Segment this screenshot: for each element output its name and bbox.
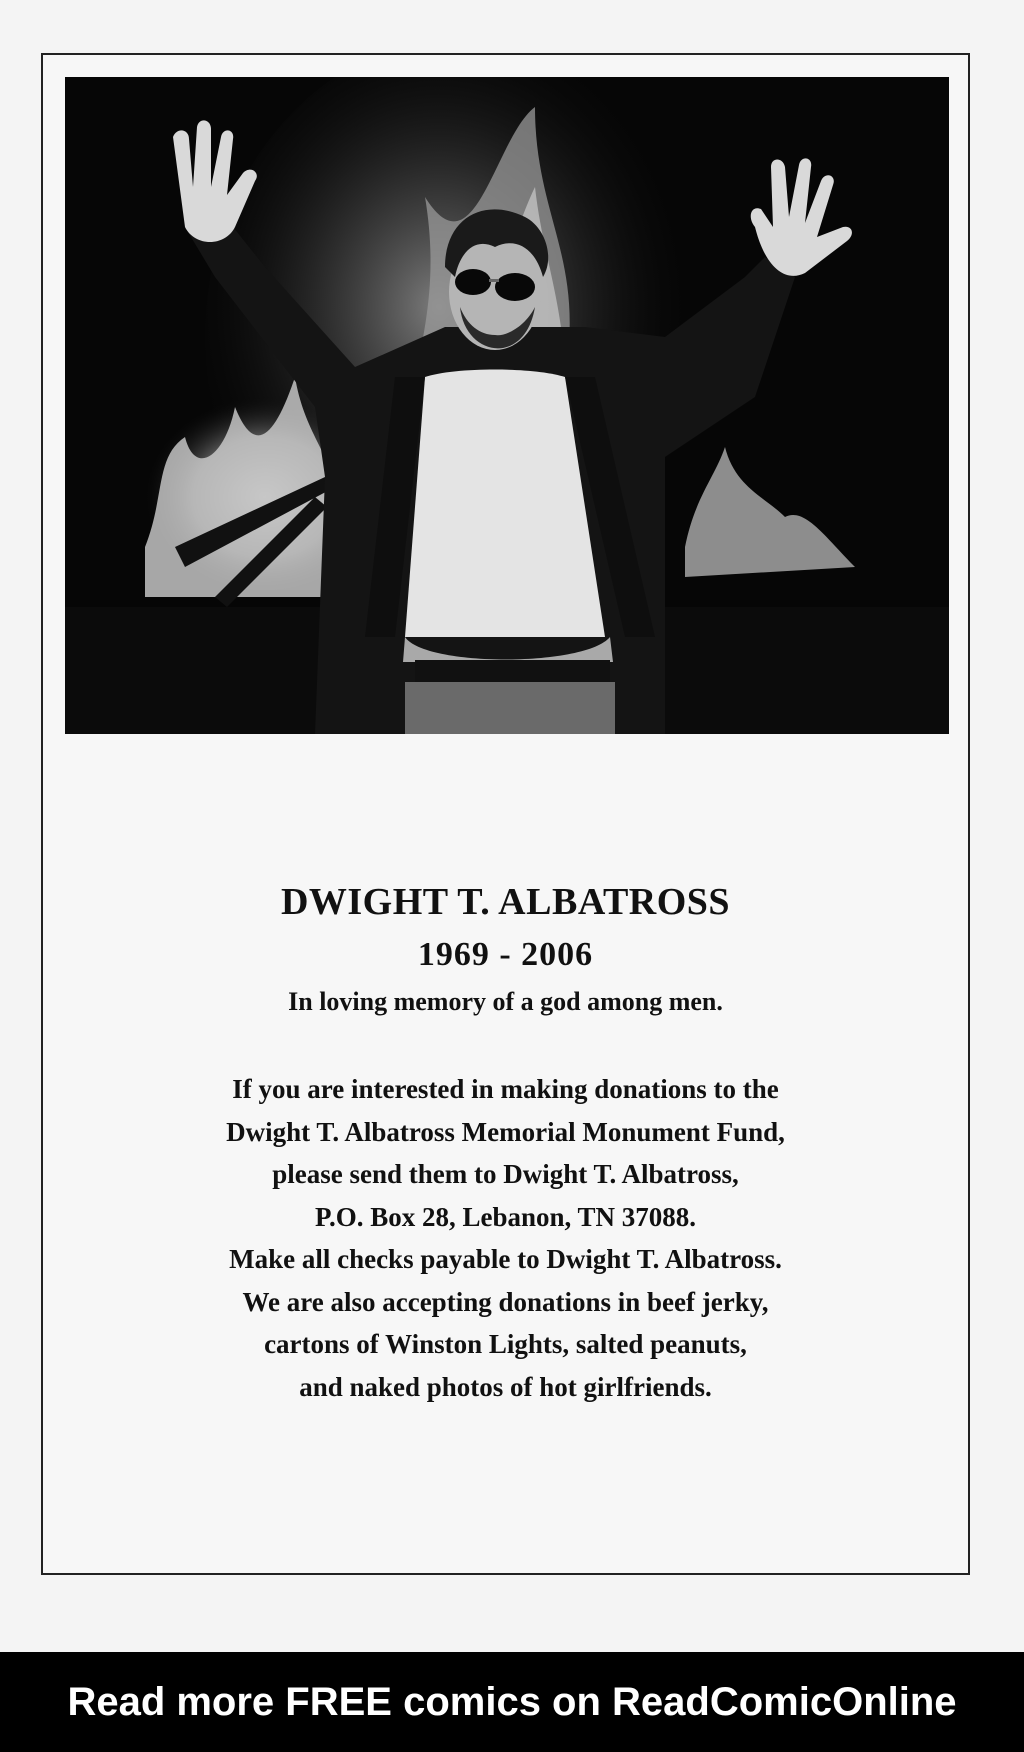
donation-line: We are also accepting donations in beef jerky, <box>242 1286 769 1317</box>
donation-line: and naked photos of hot girlfriends. <box>299 1371 712 1402</box>
donation-line: Make all checks payable to Dwight T. Albatross. <box>229 1244 782 1274</box>
donation-line: Dwight T. Albatross Memorial Monument Fund, <box>226 1116 785 1147</box>
bonfire-portrait-image <box>65 77 949 734</box>
memorial-photo <box>65 77 949 734</box>
promo-banner-link[interactable]: Read more FREE comics on ReadComicOnline <box>0 1652 1024 1752</box>
memorial-dates: 1969 - 2006 <box>417 936 594 973</box>
memorial-dedication: In loving memory of a god among men. <box>288 987 723 1016</box>
donation-line: cartons of Winston Lights, salted peanuts, <box>264 1329 747 1359</box>
donation-line: please send them to Dwight T. Albatross, <box>272 1159 739 1189</box>
donation-paragraph <box>41 1068 970 1408</box>
memorial-name: DWIGHT T. ALBATROSS <box>280 881 731 923</box>
donation-line: P.O. Box 28, Lebanon, TN 37088. <box>314 1201 697 1232</box>
donation-line: If you are interested in making donations to the <box>232 1074 779 1104</box>
